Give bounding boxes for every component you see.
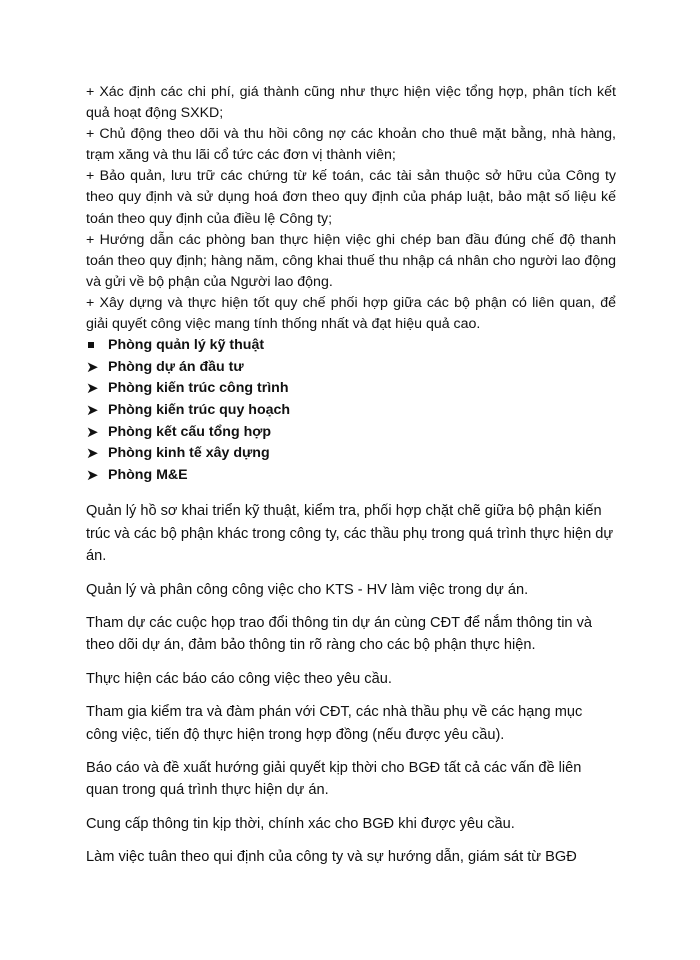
arrow-bullet-icon: ➤ (86, 401, 99, 419)
duty-paragraph: + Chủ động theo dõi và thu hồi công nợ các khoản cho thuê mặt bằng, nhà hàng, trạm xăng và thu lãi cổ tức các đơn vị thành viên; (86, 126, 616, 164)
arrow-bullet-icon: ➤ (86, 445, 99, 463)
responsibility-paragraph: Báo cáo và đề xuất hướng giải quyết kịp thời cho BGĐ tất cả các vấn đề liên quan trong quá trình thực hiện dự án. (86, 759, 582, 799)
document-page (86, 82, 616, 869)
department-label: Phòng M&E (108, 466, 188, 483)
department-item (86, 422, 616, 444)
department-item (86, 465, 616, 487)
arrow-bullet-icon: ➤ (86, 358, 99, 376)
responsibility-paragraph: Thực hiện các báo cáo công việc theo yêu cầu. (86, 670, 392, 687)
responsibilities-section (86, 500, 616, 868)
responsibility-paragraph: Làm việc tuân theo qui định của công ty và sự hướng dẫn, giám sát từ BGĐ (86, 849, 577, 866)
department-item (86, 443, 616, 465)
department-label: Phòng kiến trúc công trình (108, 380, 289, 397)
duty-paragraph: + Bảo quản, lưu trữ các chứng từ kế toán, các tài sản thuộc sở hữu của Công ty theo quy định và sử dụng hoá đơn theo quy định của pháp luật, bảo mật số liệu kế toán theo quy định của điều lệ Công ty; (86, 168, 616, 227)
square-bullet-icon (88, 342, 94, 348)
responsibility-paragraph: Tham dự các cuộc họp trao đổi thông tin dự án cùng CĐT để nắm thông tin và theo dõi dự án, đảm bảo thông tin rõ ràng cho các bộ phận thực hiện. (86, 614, 593, 654)
department-item (86, 378, 616, 400)
responsibility-paragraph: Tham gia kiểm tra và đàm phán với CĐT, các nhà thầu phụ về các hạng mục công việc, tiến độ thực hiện trong hợp đồng (nếu được yêu cầu). (86, 704, 583, 743)
arrow-bullet-icon: ➤ (86, 466, 99, 484)
responsibility-paragraph: Cung cấp thông tin kịp thời, chính xác cho BGĐ khi được yêu cầu. (86, 815, 515, 832)
duty-paragraph: + Hướng dẫn các phòng ban thực hiện việc ghi chép ban đầu đúng chế độ thanh toán theo quy định; hàng năm, công khai thuế thu nhập cá nhân cho người lao động và gửi về bộ phận của Người lao động. (86, 231, 616, 290)
department-label: Phòng quản lý kỹ thuật (108, 337, 265, 354)
responsibility-paragraph: Quản lý hồ sơ khai triển kỹ thuật, kiểm tra, phối hợp chặt chẽ giữa bộ phận kiến trúc và các bộ phận khác trong công ty, các thầu phụ trong quá trình thực hiện dự án. (86, 503, 614, 565)
responsibility-paragraph: Quản lý và phân công công việc cho KTS - HV làm việc trong dự án. (86, 581, 529, 598)
arrow-bullet-icon: ➤ (86, 380, 99, 398)
department-label: Phòng kiến trúc quy hoạch (108, 401, 291, 418)
department-item (86, 400, 616, 422)
department-item (86, 357, 616, 379)
department-label: Phòng kết cấu tổng hợp (108, 423, 271, 440)
department-label: Phòng kinh tế xây dựng (108, 445, 270, 462)
department-item (86, 335, 616, 357)
arrow-bullet-icon: ➤ (86, 423, 99, 441)
duties-section (86, 82, 616, 335)
duty-paragraph: + Xác định các chi phí, giá thành cũng như thực hiện việc tổng hợp, phân tích kết quả hoạt động SXKD; (86, 84, 616, 122)
duty-paragraph: + Xây dựng và thực hiện tốt quy chế phối hợp giữa các bộ phận có liên quan, để giải quyết công việc mang tính thống nhất và đạt hiệu quả cao. (86, 294, 616, 333)
department-label: Phòng dự án đầu tư (108, 358, 244, 375)
department-list (86, 335, 616, 486)
